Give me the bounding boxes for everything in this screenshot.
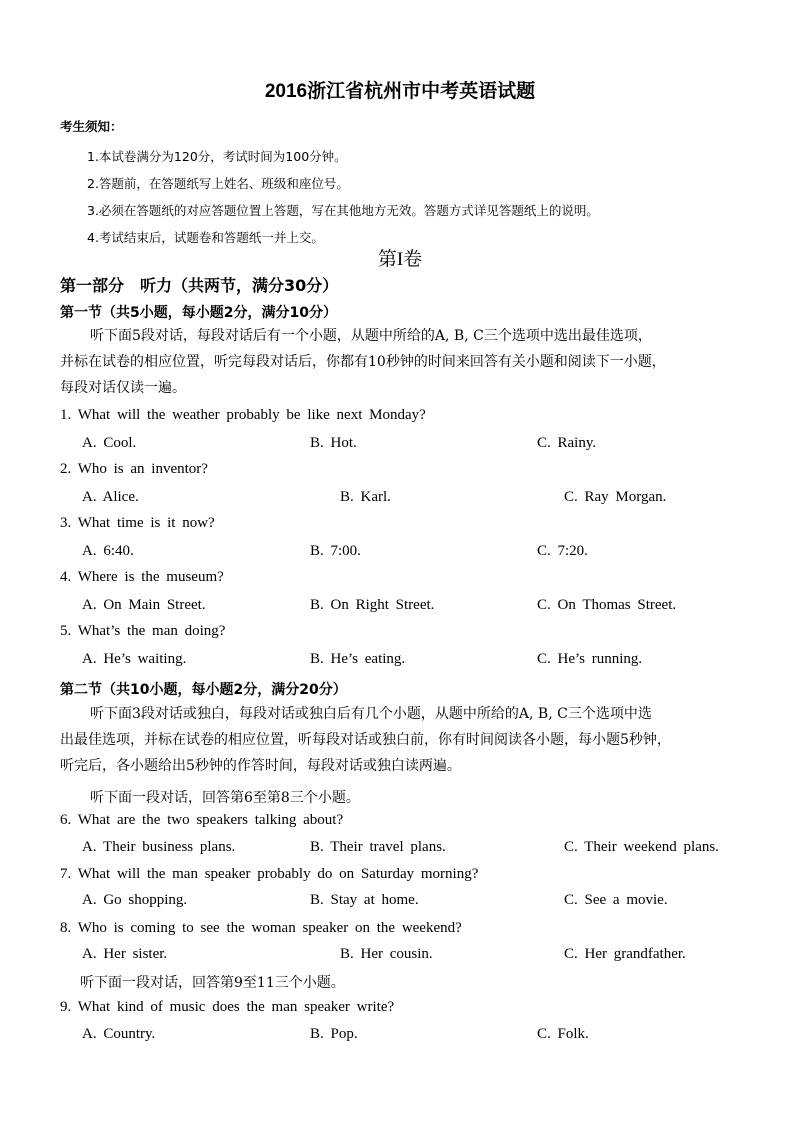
option-c: C. Folk. xyxy=(537,1026,589,1042)
note-item: 3.必须在答题纸的对应答题位置上答题，写在其他地方无效。答题方式详见答题纸上的说明。 xyxy=(87,203,599,218)
question-stem: 4. Where is the museum? xyxy=(60,569,224,585)
question-stem: 2. Who is an inventor? xyxy=(60,461,208,477)
page-title: 2016浙江省杭州市中考英语试题 xyxy=(264,81,536,102)
question-stem: 9. What kind of music does the man speaker write? xyxy=(60,999,395,1015)
subsection-instruction: 听下面一段对话，回答第9至11三个小题。 xyxy=(80,975,345,991)
notes-heading: 考生须知： xyxy=(60,119,123,134)
question-stem: 6. What are the two speakers talking about? xyxy=(60,812,344,828)
note-item: 2.答题前，在答题纸写上姓名、班级和座位号。 xyxy=(87,176,349,191)
note-item: 1.本试卷满分为120分，考试时间为100分钟。 xyxy=(87,149,347,164)
section-heading: 第二节（共10小题，每小题2分，满分20分） xyxy=(60,682,347,698)
option-b: B. Their travel plans. xyxy=(310,839,446,855)
question-stem: 5. What’s the man doing? xyxy=(60,623,226,639)
instruction-line: 每段对话仅读一遍。 xyxy=(60,380,186,396)
option-a: A. Cool. xyxy=(82,435,137,451)
question-stem: 7. What will the man speaker probably do on Saturday morning? xyxy=(60,866,479,882)
option-b: B. Pop. xyxy=(310,1026,358,1042)
instruction-line: 听下面5段对话，每段对话后有一个小题，从题中所给的A, B, C三个选项中选出最佳选项， xyxy=(90,328,652,344)
question-stem: 3. What time is it now? xyxy=(60,515,215,531)
part-heading: 第一部分 听力（共两节，满分30分） xyxy=(60,276,339,295)
section-instructions xyxy=(60,701,750,779)
option-c: C. Their weekend plans. xyxy=(564,839,719,855)
option-a: A. Her sister. xyxy=(82,946,168,962)
section-instructions xyxy=(60,323,750,401)
option-c: C. He’s running. xyxy=(537,651,643,667)
note-item: 4.考试结束后，试题卷和答题纸一并上交。 xyxy=(87,230,324,245)
instruction-line: 听下面3段对话或独白，每段对话或独白后有几个小题，从题中所给的A, B, C三个选项中选 xyxy=(90,706,652,722)
option-b: B. Her cousin. xyxy=(340,946,433,962)
question-stem: 1. What will the weather probably be like next Monday? xyxy=(60,407,426,423)
option-c: C. See a movie. xyxy=(564,892,668,908)
option-c: C. 7:20. xyxy=(537,543,588,559)
subsection-instruction: 听下面一段对话，回答第6至第8三个小题。 xyxy=(90,790,360,806)
option-a: A. Country. xyxy=(82,1026,156,1042)
option-b: B. On Right Street. xyxy=(310,597,435,613)
volume-heading: 第I卷 xyxy=(377,249,423,270)
option-a: A. He’s waiting. xyxy=(82,651,187,667)
option-c: C. Rainy. xyxy=(537,435,597,451)
instruction-line: 听完后，各小题给出5秒钟的作答时间，每段对话或独白读两遍。 xyxy=(60,758,461,774)
option-b: B. He’s eating. xyxy=(310,651,406,667)
option-c: C. On Thomas Street. xyxy=(537,597,677,613)
option-b: B. 7:00. xyxy=(310,543,361,559)
instruction-line: 并标在试卷的相应位置，听完每段对话后，你都有10秒钟的时间来回答有关小题和阅读下一小题， xyxy=(60,354,666,370)
option-c: C. Her grandfather. xyxy=(564,946,686,962)
section-heading: 第一节（共5小题，每小题2分，满分10分） xyxy=(60,305,337,321)
option-a: A. On Main Street. xyxy=(82,597,206,613)
option-a: A. Go shopping. xyxy=(82,892,188,908)
option-b: B. Karl. xyxy=(340,489,391,505)
option-a: A. Their business plans. xyxy=(82,839,236,855)
option-b: B. Hot. xyxy=(310,435,357,451)
option-b: B. Stay at home. xyxy=(310,892,419,908)
option-a: A. Alice. xyxy=(82,489,139,505)
option-c: C. Ray Morgan. xyxy=(564,489,667,505)
question-stem: 8. Who is coming to see the woman speaker on the weekend? xyxy=(60,920,462,936)
option-a: A. 6:40. xyxy=(82,543,134,559)
instruction-line: 出最佳选项，并标在试卷的相应位置，听每段对话或独白前，你有时间阅读各小题，每小题5秒钟， xyxy=(60,732,671,748)
